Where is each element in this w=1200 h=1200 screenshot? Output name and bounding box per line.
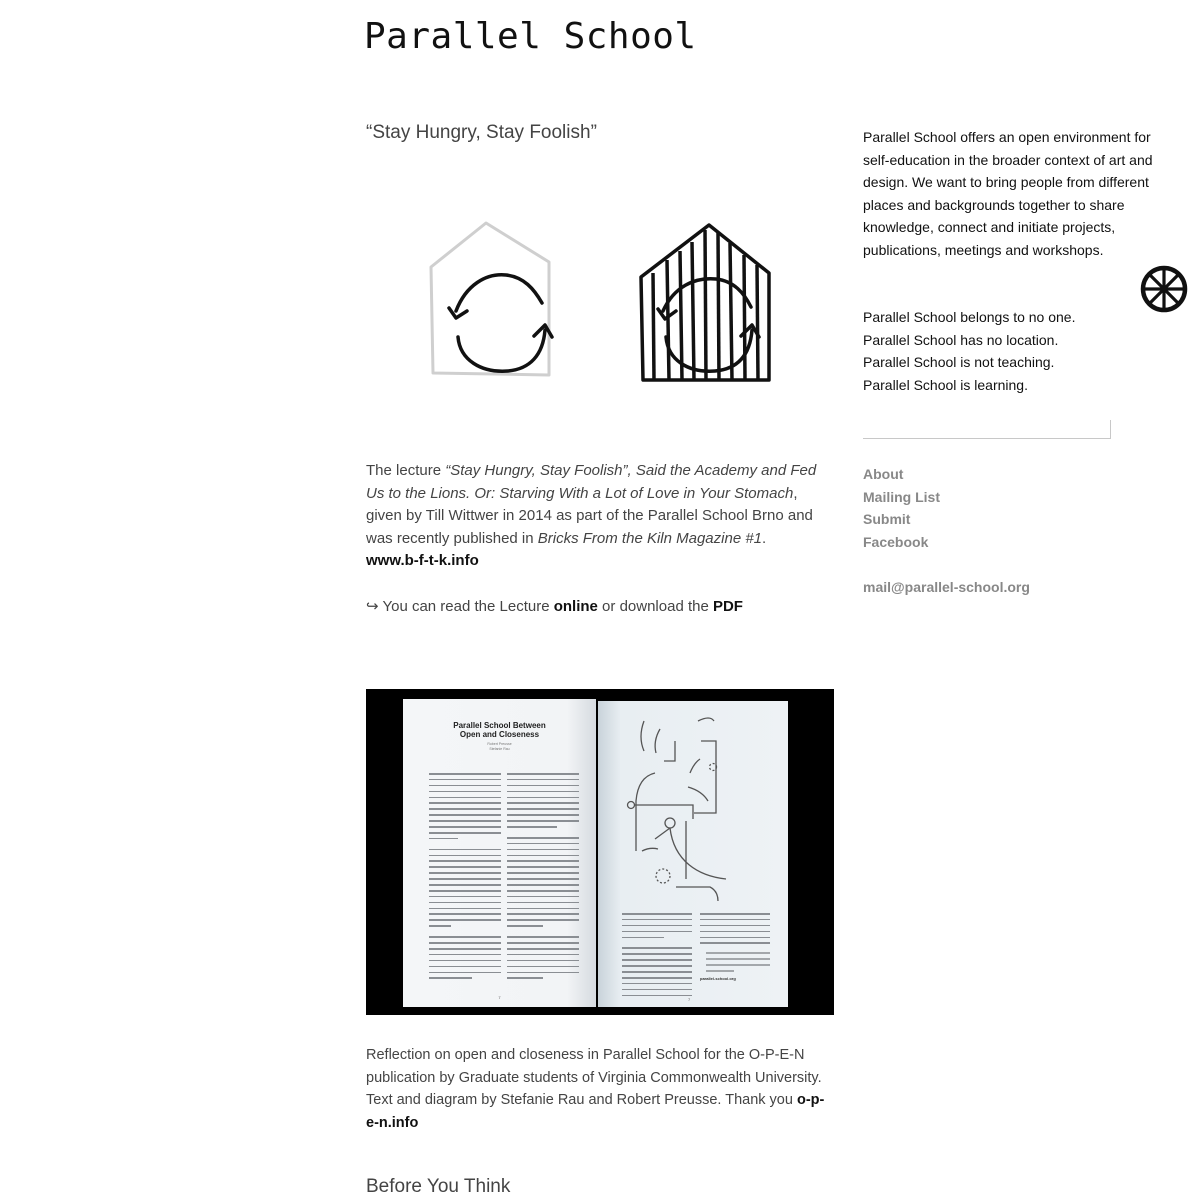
download-pdf-link[interactable]: PDF — [712, 598, 743, 615]
claim-line: Parallel School belongs to no one. — [863, 309, 1076, 325]
book-right-page — [598, 701, 788, 1007]
barred-house-icon — [641, 225, 769, 380]
sidebar-nav — [863, 463, 940, 553]
caption-text: Reflection on open and closeness in Parallel School for the O-P-E-N publication by Graduate students of Virginia Commonwealth University. Text and diagram by Stefanie Rau and Robert Preusse. Thank you — [366, 1047, 822, 1108]
wheel-icon[interactable] — [1139, 264, 1189, 314]
bftk-link[interactable]: www.b-f-t-k.info — [366, 552, 479, 569]
lecture-intro-text: The lecture — [366, 462, 446, 479]
book-heading-line: Open and Closeness — [459, 730, 540, 739]
book-heading-line: Parallel School Between — [453, 721, 546, 730]
nav-about[interactable]: About — [863, 466, 904, 482]
lecture-description — [366, 460, 836, 573]
read-lecture-line — [366, 596, 743, 618]
claim-line: Parallel School has no location. — [863, 331, 1059, 348]
book-left-page — [403, 699, 596, 1007]
book-text-column — [429, 773, 501, 983]
next-post-title: Before You Think — [366, 1176, 511, 1197]
read-online-link[interactable]: online — [553, 598, 598, 615]
read-line-middle: or download the — [597, 598, 713, 615]
search-input[interactable] — [863, 420, 1111, 439]
houses-illustration — [426, 215, 786, 385]
book-text-column — [700, 913, 770, 981]
book-text-column — [507, 773, 579, 983]
book-footer-link: parallel-school.org — [700, 975, 736, 981]
book-page-number: 7 — [688, 997, 691, 1002]
lecture-end-text: . — [762, 529, 767, 547]
magazine-title: Bricks From the Kiln Magazine #1 — [537, 529, 763, 547]
nav-submit[interactable]: Submit — [863, 511, 911, 527]
post-title: “Stay Hungry, Stay Foolish” — [366, 122, 597, 143]
diagram-icon — [598, 701, 788, 901]
sidebar-intro: Parallel School offers an open environment for self-education in the broader context of art and design. We want to bring people from different places and backgrounds together to share knowledge, connect and initiate projects, publications, meetings and workshops. — [863, 129, 1153, 258]
book-page-number: 7 — [498, 995, 501, 1000]
site-title-link[interactable]: Parallel School — [364, 16, 697, 57]
lecture-middle-text: , given by Till Wittwer in 2014 as part of the Parallel School Brno and was recently published in — [366, 484, 813, 547]
open-book-photo — [366, 689, 834, 1015]
claim-line: Parallel School is not teaching. — [863, 354, 1055, 370]
nav-facebook[interactable]: Facebook — [863, 533, 929, 550]
book-caption — [366, 1044, 836, 1134]
lecture-title: “Stay Hungry, Stay Foolish”, Said the Academy and Fed Us to the Lions. Or: Starving With a Lot of Love in Your Stomach — [366, 462, 817, 502]
email-link[interactable]: mail@parallel-school.org — [863, 579, 1030, 595]
open-house-icon — [431, 223, 552, 375]
book-author: Robert Preusse — [487, 742, 512, 746]
book-author: Stefanie Rau — [489, 747, 510, 751]
nav-mailing-list[interactable]: Mailing List — [863, 488, 940, 505]
open-info-link[interactable]: o-p-e-n.info — [366, 1092, 825, 1131]
book-text-column — [622, 913, 692, 1000]
claim-line: Parallel School is learning. — [863, 376, 1028, 393]
hook-arrow-icon: ↪ — [366, 598, 379, 615]
read-line-prefix: You can read the Lecture — [378, 598, 554, 615]
book-authors — [403, 742, 596, 752]
book-article-heading — [403, 721, 596, 739]
sidebar-claims — [863, 306, 1075, 396]
